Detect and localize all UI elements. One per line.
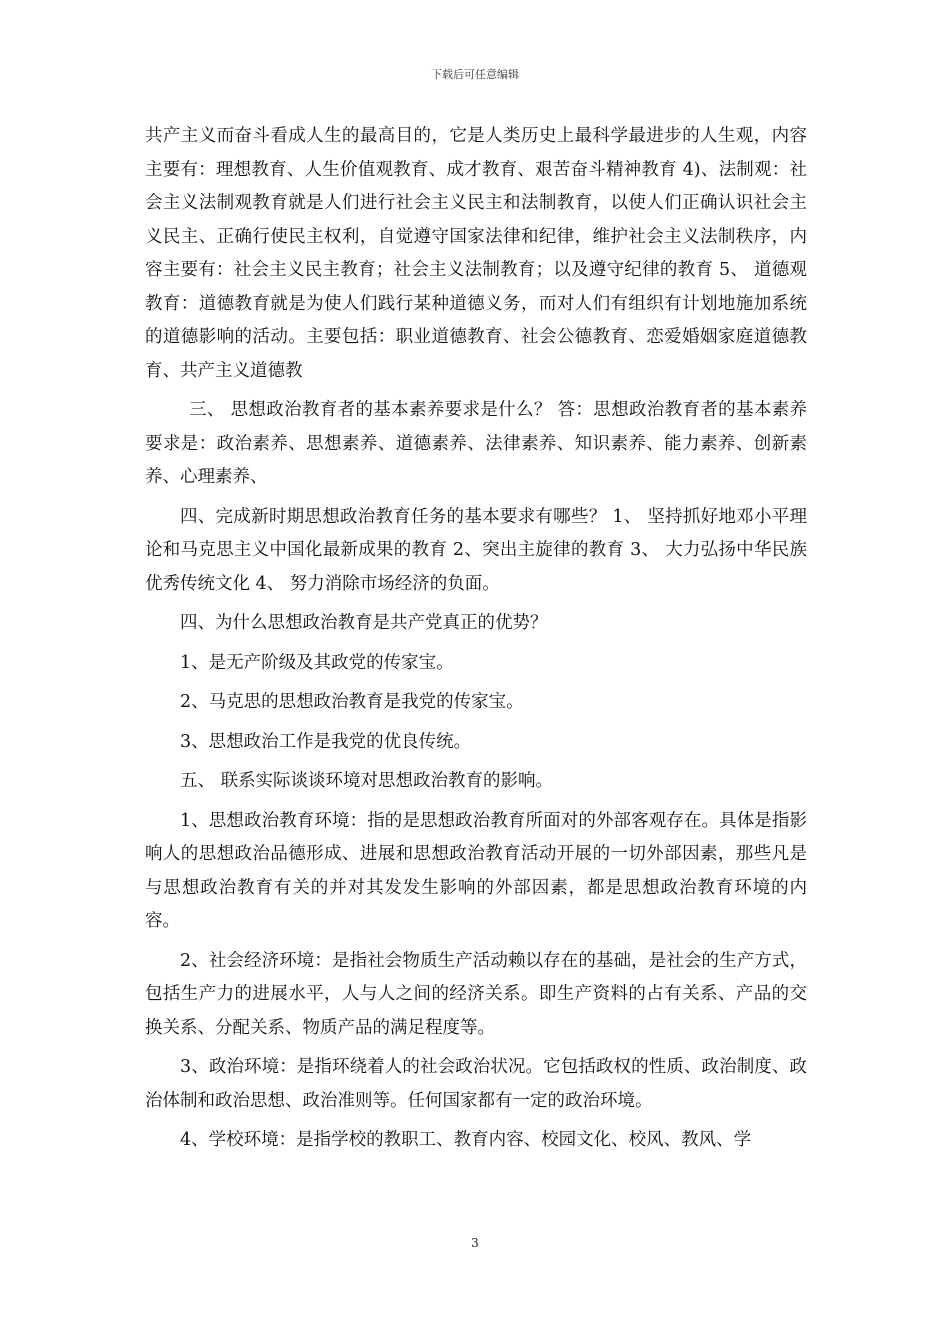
paragraph: 3、思想政治工作是我党的优良传统。 [180,731,472,752]
paragraph: 3、政治环境：是指环绕着人的社会政治状况。它包括政权的性质、政治制度、政治体制和政治思想、政治准则等。任何国家都有一定的政治环境。 [145,1057,807,1111]
paragraph: 1、思想政治教育环境：指的是思想政治教育所面对的外部客观存在。具体是指影响人的思想政治品德形成、进展和思想政治教育活动开展的一切外部因素，那些凡是与思想政治教育有关的并对其发发生影响的外部因素，都是思想政治教育环境的内容。 [145,810,807,931]
paragraph: 共产主义而奋斗看成人生的最高目的，它是人类历史上最科学最进步的人生观，内容主要有：理想教育、人生价值观教育、成才教育、艰苦奋斗精神教育 4)、法制观：社会主义法制观教育就是人们进行社会主义民主和法制教育，以使人们正确认识社会主义民主、正确行使民主权利，自觉遵守国家法律和纪律，维护社会主义法制秩序，内容主要有：社会主义民主教育；社会主义法制教育；以及遵守纪律的教育 5、 道德观教育：道德教育就是为使人们践行某种道德义务，而对人们有组织有计划地施加系统的道德影响的活动。主要包括：职业道德教育、社会公德教育、恋爱婚姻家庭道德教育、共产主义道德教 [145,126,807,381]
document-body [145,120,807,1164]
paragraph: 四、为什么思想政治教育是共产党真正的优势？ [180,613,548,633]
paragraph: 4、学校环境：是指学校的教职工、教育内容、校园文化、校风、教风、学 [180,1130,752,1150]
paragraph: 1、是无产阶级及其政党的传家宝。 [180,652,454,673]
paragraph: 2、社会经济环境：是指社会物质生产活动赖以存在的基础，是社会的生产方式，包括生产力的进展水平，人与人之间的经济关系。即生产资料的占有关系、产品的交换关系、分配关系、物质产品的满足程度等。 [145,950,807,1038]
paragraph: 2、马克思的思想政治教育是我党的传家宝。 [180,692,524,712]
page-number: 3 [471,1236,479,1250]
page-header: 下载后可任意编辑 [431,68,519,81]
paragraph: 五、 联系实际谈谈环境对思想政治教育的影响。 [180,771,554,791]
paragraph: 三、 思想政治教育者的基本素养要求是什么？ 答：思想政治教育者的基本素养要求是：政治素养、思想素养、道德素养、法律素养、知识素养、能力素养、创新素养、心理素养、 [145,400,807,487]
paragraph: 四、完成新时期思想政治教育任务的基本要求有哪些？ 1、 坚持抓好地邓小平理论和马克思主义中国化最新成果的教育 2、突出主旋律的教育 3、 大力弘扬中华民族优秀传统文化 4、 努力消除市场经济的负面。 [145,506,807,594]
